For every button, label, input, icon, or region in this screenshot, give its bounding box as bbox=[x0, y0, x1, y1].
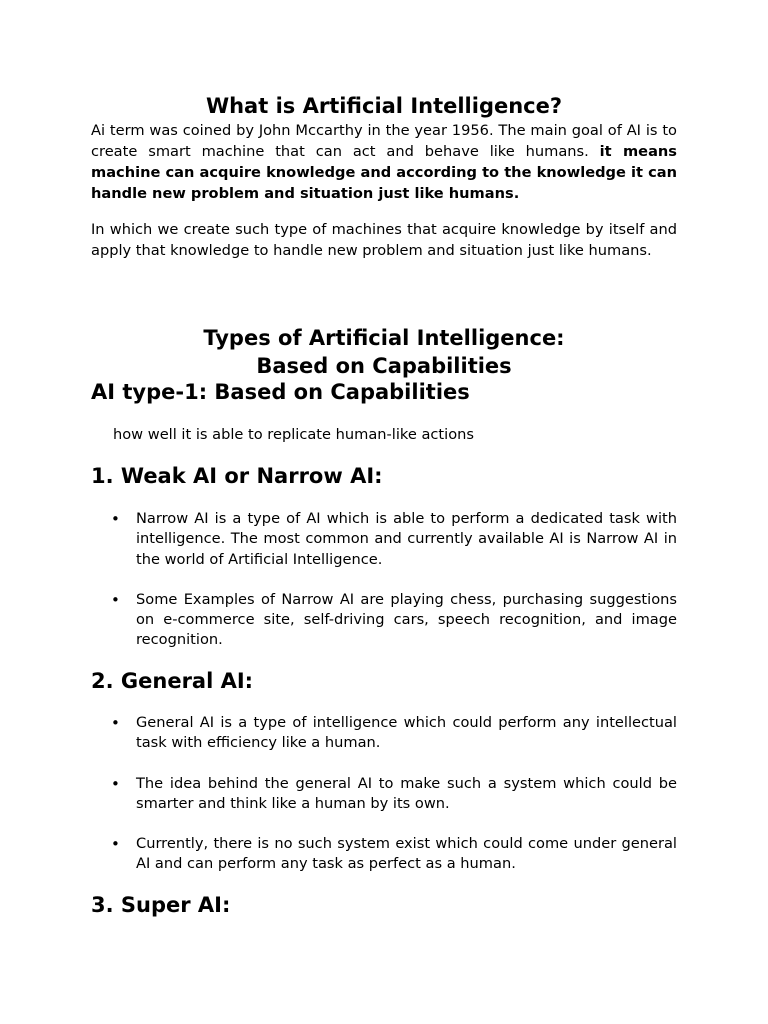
list-item-text: Currently, there is no such system exist which could come under general AI and can perform any task as perfect as a human. bbox=[136, 835, 677, 873]
types-heading-line1: Types of Artificial Intelligence: bbox=[203, 326, 565, 350]
intro-text: Ai term was coined by John Mccarthy in the year 1956. The main goal of AI is to create smart machine that can act and behave like humans. bbox=[91, 122, 677, 160]
list-item bbox=[91, 713, 677, 754]
bullet-icon: • bbox=[111, 835, 120, 854]
bullet-icon: • bbox=[111, 774, 120, 793]
intro-bold-text: it means machine can acquire knowledge and according to the knowledge it can handle new problem and situation just like humans. bbox=[91, 143, 677, 202]
bullet-icon: • bbox=[111, 590, 120, 609]
list-item bbox=[91, 834, 677, 875]
description-paragraph: In which we create such type of machines that acquire knowledge by itself and apply that knowledge to handle new problem and situation just like humans. bbox=[91, 221, 677, 259]
general-ai-bullet-list bbox=[91, 713, 677, 895]
section-heading-narrow-ai: 1. Weak AI or Narrow AI: bbox=[91, 464, 383, 488]
section-heading-super-ai: 3. Super AI: bbox=[91, 893, 231, 917]
narrow-ai-bullet-list bbox=[91, 509, 677, 671]
type1-heading: AI type-1: Based on Capabilities bbox=[91, 380, 470, 404]
list-item-text: General AI is a type of intelligence which could perform any intellectual task with efficiency like a human. bbox=[136, 714, 677, 752]
intro-paragraph bbox=[91, 120, 677, 204]
page-title: What is Artificial Intelligence? bbox=[205, 94, 563, 118]
list-item-text: The idea behind the general AI to make such a system which could be smarter and think like a human by its own. bbox=[136, 774, 677, 812]
list-item bbox=[91, 774, 677, 815]
list-item-text: Some Examples of Narrow AI are playing chess, purchasing suggestions on e-commerce site, self-driving cars, speech recognition, and image recognition. bbox=[136, 590, 677, 649]
list-item bbox=[91, 590, 677, 651]
list-item-text: Narrow AI is a type of AI which is able to perform a dedicated task with intelligence. The most common and currently available AI is Narrow AI in the world of Artificial Intelligence. bbox=[136, 510, 677, 568]
list-item bbox=[91, 509, 677, 570]
types-heading-line2: Based on Capabilities bbox=[256, 354, 512, 378]
types-heading bbox=[91, 324, 677, 380]
type1-note: how well it is able to replicate human-like actions bbox=[113, 426, 474, 443]
bullet-icon: • bbox=[111, 510, 120, 528]
bullet-icon: • bbox=[111, 714, 120, 732]
section-heading-general-ai: 2. General AI: bbox=[91, 669, 254, 693]
